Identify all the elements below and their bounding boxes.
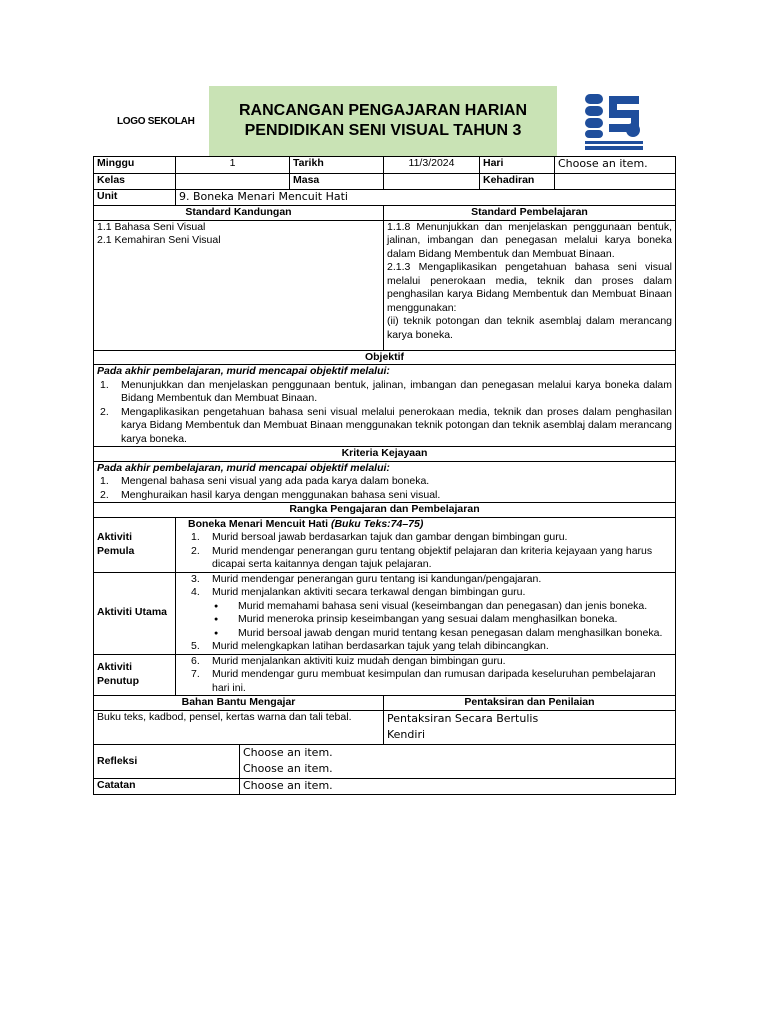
list-item: ● Murid bersoal jawab dengan murid tentang kesan penegasan dalam menghasilkan boneka. — [188, 627, 672, 641]
standard-pembelajaran-cell — [384, 220, 676, 350]
standard-kandungan-cell — [94, 220, 384, 350]
row-aktiviti-penutup — [94, 654, 676, 696]
hari-dropdown[interactable]: Choose an item. — [555, 157, 676, 174]
pemula-ref: (Buku Teks:74–75) — [330, 517, 424, 530]
list-item: 6. Murid menjalankan aktiviti kuiz mudah dengan bimbingan guru. — [191, 654, 506, 667]
row-bahan-content — [94, 710, 676, 744]
minggu-value[interactable]: 1 — [176, 157, 290, 174]
lesson-table — [93, 156, 676, 745]
objektif-list — [97, 379, 672, 447]
kehadiran-label: Kehadiran — [480, 174, 555, 190]
pemula-cell — [176, 517, 676, 572]
row-objektif-header — [94, 350, 676, 365]
list-item: ● Murid memahami bahasa seni visual (keseimbangan dan penegasan) dan jenis boneka. — [188, 600, 672, 614]
list-item: 3. Murid mendengar penerangan guru tentang isi kandungan/pengajaran. — [191, 572, 542, 585]
objektif-header: Objektif — [94, 350, 676, 365]
refleksi-dropdown[interactable]: Choose an item. — [243, 761, 333, 775]
penutup-cell — [176, 654, 676, 696]
pemula-label: Aktiviti Pemula — [94, 517, 176, 572]
rangka-header: Rangka Pengajaran dan Pembelajaran — [94, 503, 676, 518]
kriteria-header: Kriteria Kejayaan — [94, 447, 676, 462]
unit-label: Unit — [94, 190, 176, 206]
bahan-value[interactable]: Buku teks, kadbod, pensel, kertas warna dan tali tebal. — [94, 710, 384, 744]
tarikh-label: Tarikh — [290, 157, 384, 174]
kehadiran-value[interactable] — [555, 174, 676, 190]
row-kelas — [94, 174, 676, 190]
list-item: 7. Murid mendengar guru membuat kesimpulan dan rumusan daripada keseluruhan pembelajaran hari ini. — [191, 668, 656, 694]
penutup-list — [188, 655, 672, 696]
row-catatan — [94, 779, 676, 795]
row-aktiviti-utama — [94, 572, 676, 654]
pembelajaran-item: (ii) teknik potongan dan teknik asemblaj dalam merancang karya boneka. — [387, 315, 672, 341]
objektif-cell — [94, 365, 676, 447]
title-line1: RANCANGAN PENGAJARAN HARIAN — [238, 102, 527, 119]
hari-label: Hari — [480, 157, 555, 174]
row-kriteria-header — [94, 447, 676, 462]
masa-label: Masa — [290, 174, 384, 190]
school-logo-label: LOGO SEKOLAH — [117, 116, 195, 127]
standard-pembelajaran-header: Standard Pembelajaran — [384, 206, 676, 221]
kriteria-intro: Pada akhir pembelajaran, murid mencapai objektif melalui: — [97, 461, 390, 474]
list-item: 5. Murid melengkapkan latihan berdasarkan tajuk yang telah dibincangkan. — [191, 640, 549, 652]
row-standard-headers — [94, 206, 676, 221]
pembelajaran-item: 1.1.8 Menunjukkan dan menjelaskan penggunaan bentuk, jalinan, imbangan dan penegasan melalui karya boneka dalam Bidang Membentuk dan Membuat Binaan. — [387, 220, 672, 260]
kriteria-list — [97, 475, 672, 502]
pemula-list — [188, 531, 672, 572]
refleksi-dropdown[interactable]: Choose an item. — [243, 745, 333, 759]
pembelajaran-item: 2.1.3 Mengaplikasikan pengetahuan bahasa seni visual melalui penerokaan media, teknik dan proses dalam penghasilan karya Bidang Membentuk dan Membuat Binaan menggunakan: — [387, 261, 672, 314]
list-item: 2. Murid mendengar penerangan guru tentang objektif pelajaran dan kriteria kejayaan yang harus dicapai serta kaitannya dengan tajuk pelajaran. — [191, 544, 653, 570]
row-rangka-header — [94, 503, 676, 518]
unit-value[interactable]: 9. Boneka Menari Mencuit Hati — [176, 190, 676, 206]
list-item: 2. Mengaplikasikan pengetahuan bahasa seni visual melalui penerokaan media, teknik dan proses dalam penghasilan karya Bidang Membentuk dan Membuat Binaan menggunakan teknik potongan dan teknik asemblaj dalam merancang karya boneka. — [100, 405, 673, 445]
title-box — [209, 86, 557, 156]
pemula-title: Boneka Menari Mencuit Hati (Buku Teks:74–75) — [188, 517, 424, 530]
lesson-plan-page — [93, 86, 675, 795]
list-item: 1. Mengenal bahasa seni visual yang ada pada karya dalam boneka. — [100, 475, 430, 487]
utama-bullets — [188, 600, 672, 641]
row-objektif-content — [94, 365, 676, 447]
pentaksiran-header: Pentaksiran dan Penilaian — [384, 696, 676, 711]
refleksi-label: Refleksi — [94, 745, 240, 779]
utama-label: Aktiviti Utama — [94, 572, 176, 654]
objektif-intro: Pada akhir pembelajaran, murid mencapai objektif melalui: — [97, 365, 390, 377]
row-refleksi — [94, 745, 676, 779]
list-item: 2. Menghuraikan hasil karya dengan menggunakan bahasa seni visual. — [100, 488, 441, 501]
utama-cell — [176, 572, 676, 654]
kelas-value[interactable] — [176, 174, 290, 190]
minggu-label: Minggu — [94, 157, 176, 174]
list-item: ● Murid meneroka prinsip keseimbangan yang sesuai dalam menghasilkan boneka. — [188, 613, 672, 627]
utama-list-end — [188, 640, 672, 654]
bahan-header: Bahan Bantu Mengajar — [94, 696, 384, 711]
title-line2: PENDIDIKAN SENI VISUAL TAHUN 3 — [244, 122, 522, 139]
kssr-logo-icon — [583, 92, 645, 152]
tarikh-value[interactable]: 11/3/2024 — [384, 157, 480, 174]
kandungan-item: 2.1 Kemahiran Seni Visual — [97, 234, 221, 246]
list-item: 1. Murid bersoal jawab berdasarkan tajuk dan gambar dengan bimbingan guru. — [191, 531, 568, 543]
list-item: 4. Murid menjalankan aktiviti secara terkawal dengan bimbingan guru. — [191, 586, 526, 598]
row-aktiviti-pemula — [94, 517, 676, 572]
masa-value[interactable] — [384, 174, 480, 190]
standard-kandungan-header: Standard Kandungan — [94, 206, 384, 221]
row-kriteria-content — [94, 461, 676, 503]
row-minggu — [94, 157, 676, 174]
penutup-label: Aktiviti Penutup — [94, 654, 176, 696]
kandungan-item: 1.1 Bahasa Seni Visual — [97, 220, 206, 233]
row-bahan-headers — [94, 696, 676, 711]
reflection-table — [93, 745, 676, 796]
header — [93, 86, 675, 156]
pentaksiran-line1: Pentaksiran Secara Bertulis — [387, 711, 539, 725]
catatan-dropdown[interactable]: Choose an item. — [240, 779, 676, 795]
kriteria-cell — [94, 461, 676, 503]
utama-list — [188, 573, 672, 600]
row-unit — [94, 190, 676, 206]
list-item: 1. Menunjukkan dan menjelaskan penggunaan bentuk, jalinan, imbangan dan penegasan melalui karya boneka dalam Bidang Membentuk dan Membuat Binaan. — [100, 378, 672, 404]
kelas-label: Kelas — [94, 174, 176, 190]
catatan-label: Catatan — [94, 779, 240, 795]
refleksi-cell[interactable] — [240, 745, 676, 779]
pentaksiran-line2: Kendiri — [387, 727, 426, 741]
pentaksiran-cell[interactable] — [384, 710, 676, 744]
row-standard-content — [94, 220, 676, 350]
